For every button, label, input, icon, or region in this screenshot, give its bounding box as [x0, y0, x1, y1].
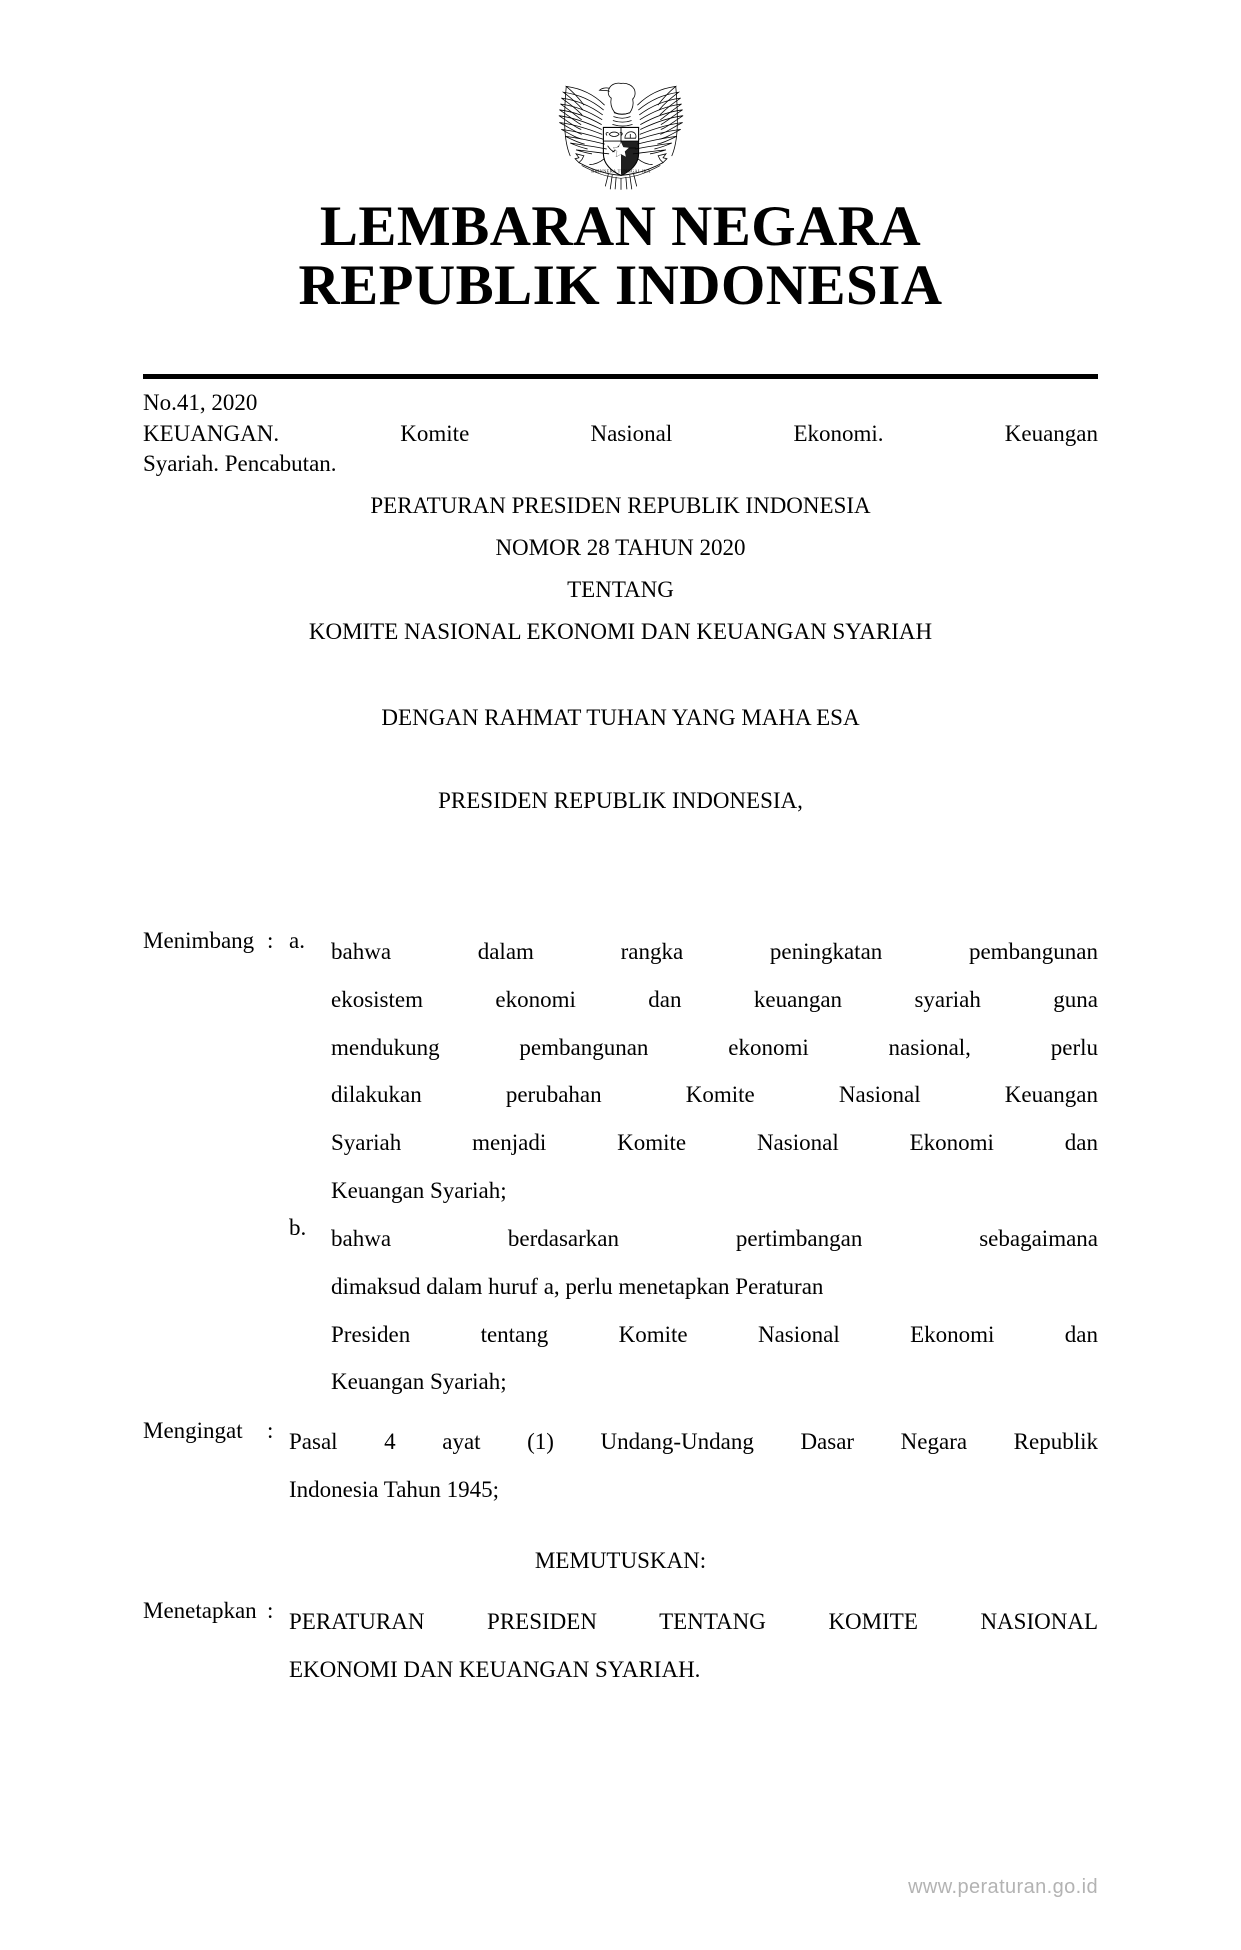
blessing-line: DENGAN RAHMAT TUHAN YANG MAHA ESA: [381, 705, 860, 730]
consideration-b-line-2: dimaksud dalam huruf a, perlu menetapkan Peraturan: [331, 1273, 824, 1299]
consideration-b-line-1: bahwa berdasarkan pertimbangan sebagaimana: [331, 1225, 1098, 1251]
enactment-line-1: PERATURAN PRESIDEN TENTANG KOMITE NASIONAL: [289, 1609, 1098, 1634]
consideration-b-line-4: Keuangan Syariah;: [331, 1369, 507, 1395]
consideration-marker-b: b.: [289, 1214, 307, 1240]
considerations-colon: :: [267, 928, 274, 953]
gazette-number: No.41, 2020: [143, 390, 258, 415]
legal-basis-colon: :: [267, 1418, 274, 1443]
enactment-line-2: EKONOMI DAN KEUANGAN SYARIAH.: [289, 1656, 701, 1682]
subject-keywords-line-1: KEUANGAN. Komite Nasional Ekonomi. Keuangan: [143, 420, 1098, 446]
considerations-row: [143, 928, 1098, 1406]
title-line-peraturan: PERATURAN PRESIDEN REPUBLIK INDONESIA: [370, 493, 871, 518]
subject-keywords: [143, 419, 1098, 480]
legal-basis-line-2: Indonesia Tahun 1945;: [289, 1476, 500, 1502]
decision-heading: MEMUTUSKAN:: [534, 1548, 707, 1573]
masthead-line-1: LEMBARAN NEGARA: [319, 195, 922, 258]
legal-basis-row: [143, 1418, 1098, 1514]
consideration-item-a: [143, 928, 1098, 1215]
consideration-a-line-3: mendukung pembangunan ekonomi nasional, perlu: [331, 1034, 1098, 1060]
consideration-a-line-5: Syariah menjadi Komite Nasional Ekonomi dan: [331, 1130, 1098, 1156]
title-line-nomor: NOMOR 28 TAHUN 2020: [495, 535, 746, 560]
consideration-a-line-2: ekosistem ekonomi dan keuangan syariah guna: [331, 986, 1098, 1012]
considerations-section: [143, 928, 1098, 1406]
enactment-row: [143, 1598, 1098, 1694]
consideration-b-line-3: Presiden tentang Komite Nasional Ekonomi dan: [331, 1321, 1098, 1347]
consideration-a-line-4: dilakukan perubahan Komite Nasional Keuangan: [331, 1082, 1098, 1108]
masthead: [0, 195, 1241, 317]
gazette-subject-block: [143, 388, 1098, 480]
consideration-body-b: [331, 1215, 1098, 1406]
issuer-line: PRESIDEN REPUBLIK INDONESIA,: [438, 788, 803, 813]
considerations-label: Menimbang: [143, 928, 255, 953]
consideration-a-line-6: Keuangan Syariah;: [331, 1178, 507, 1204]
subject-keywords-line-2: Syariah. Pencabutan.: [143, 451, 337, 477]
consideration-marker-a: a.: [289, 928, 305, 953]
consideration-a-line-1: bahwa dalam rangka peningkatan pembangunan: [331, 939, 1098, 964]
legal-basis-line-1: Pasal 4 ayat (1) Undang-Undang Dasar Negara Republik: [289, 1429, 1098, 1454]
legal-basis-label: Mengingat: [143, 1418, 243, 1443]
garuda-pancasila-emblem: [541, 58, 701, 190]
header-divider-rule: [143, 374, 1098, 379]
title-line-tentang: TENTANG: [567, 577, 674, 602]
title-line-subject: KOMITE NASIONAL EKONOMI DAN KEUANGAN SYARIAH: [308, 619, 933, 644]
legal-basis-section: [143, 1418, 1098, 1514]
enactment-colon: :: [267, 1598, 274, 1623]
legal-basis-body: [289, 1418, 1098, 1514]
enactment-section: [143, 1598, 1098, 1694]
regulation-title-block: [143, 494, 1098, 643]
masthead-line-2: REPUBLIK INDONESIA: [298, 253, 943, 317]
emblem-container: [0, 58, 1241, 190]
enactment-label: Menetapkan: [143, 1598, 257, 1623]
footer-watermark: www.peraturan.go.id: [908, 1876, 1098, 1898]
considerations-item-list: [143, 928, 1098, 1406]
consideration-body-a: [331, 928, 1098, 1215]
svg-text:BHINNEKA TUNGGAL IKA: BHINNEKA TUNGGAL IKA: [590, 168, 651, 174]
enactment-body: [289, 1598, 1098, 1694]
consideration-item-b: [143, 1215, 1098, 1406]
